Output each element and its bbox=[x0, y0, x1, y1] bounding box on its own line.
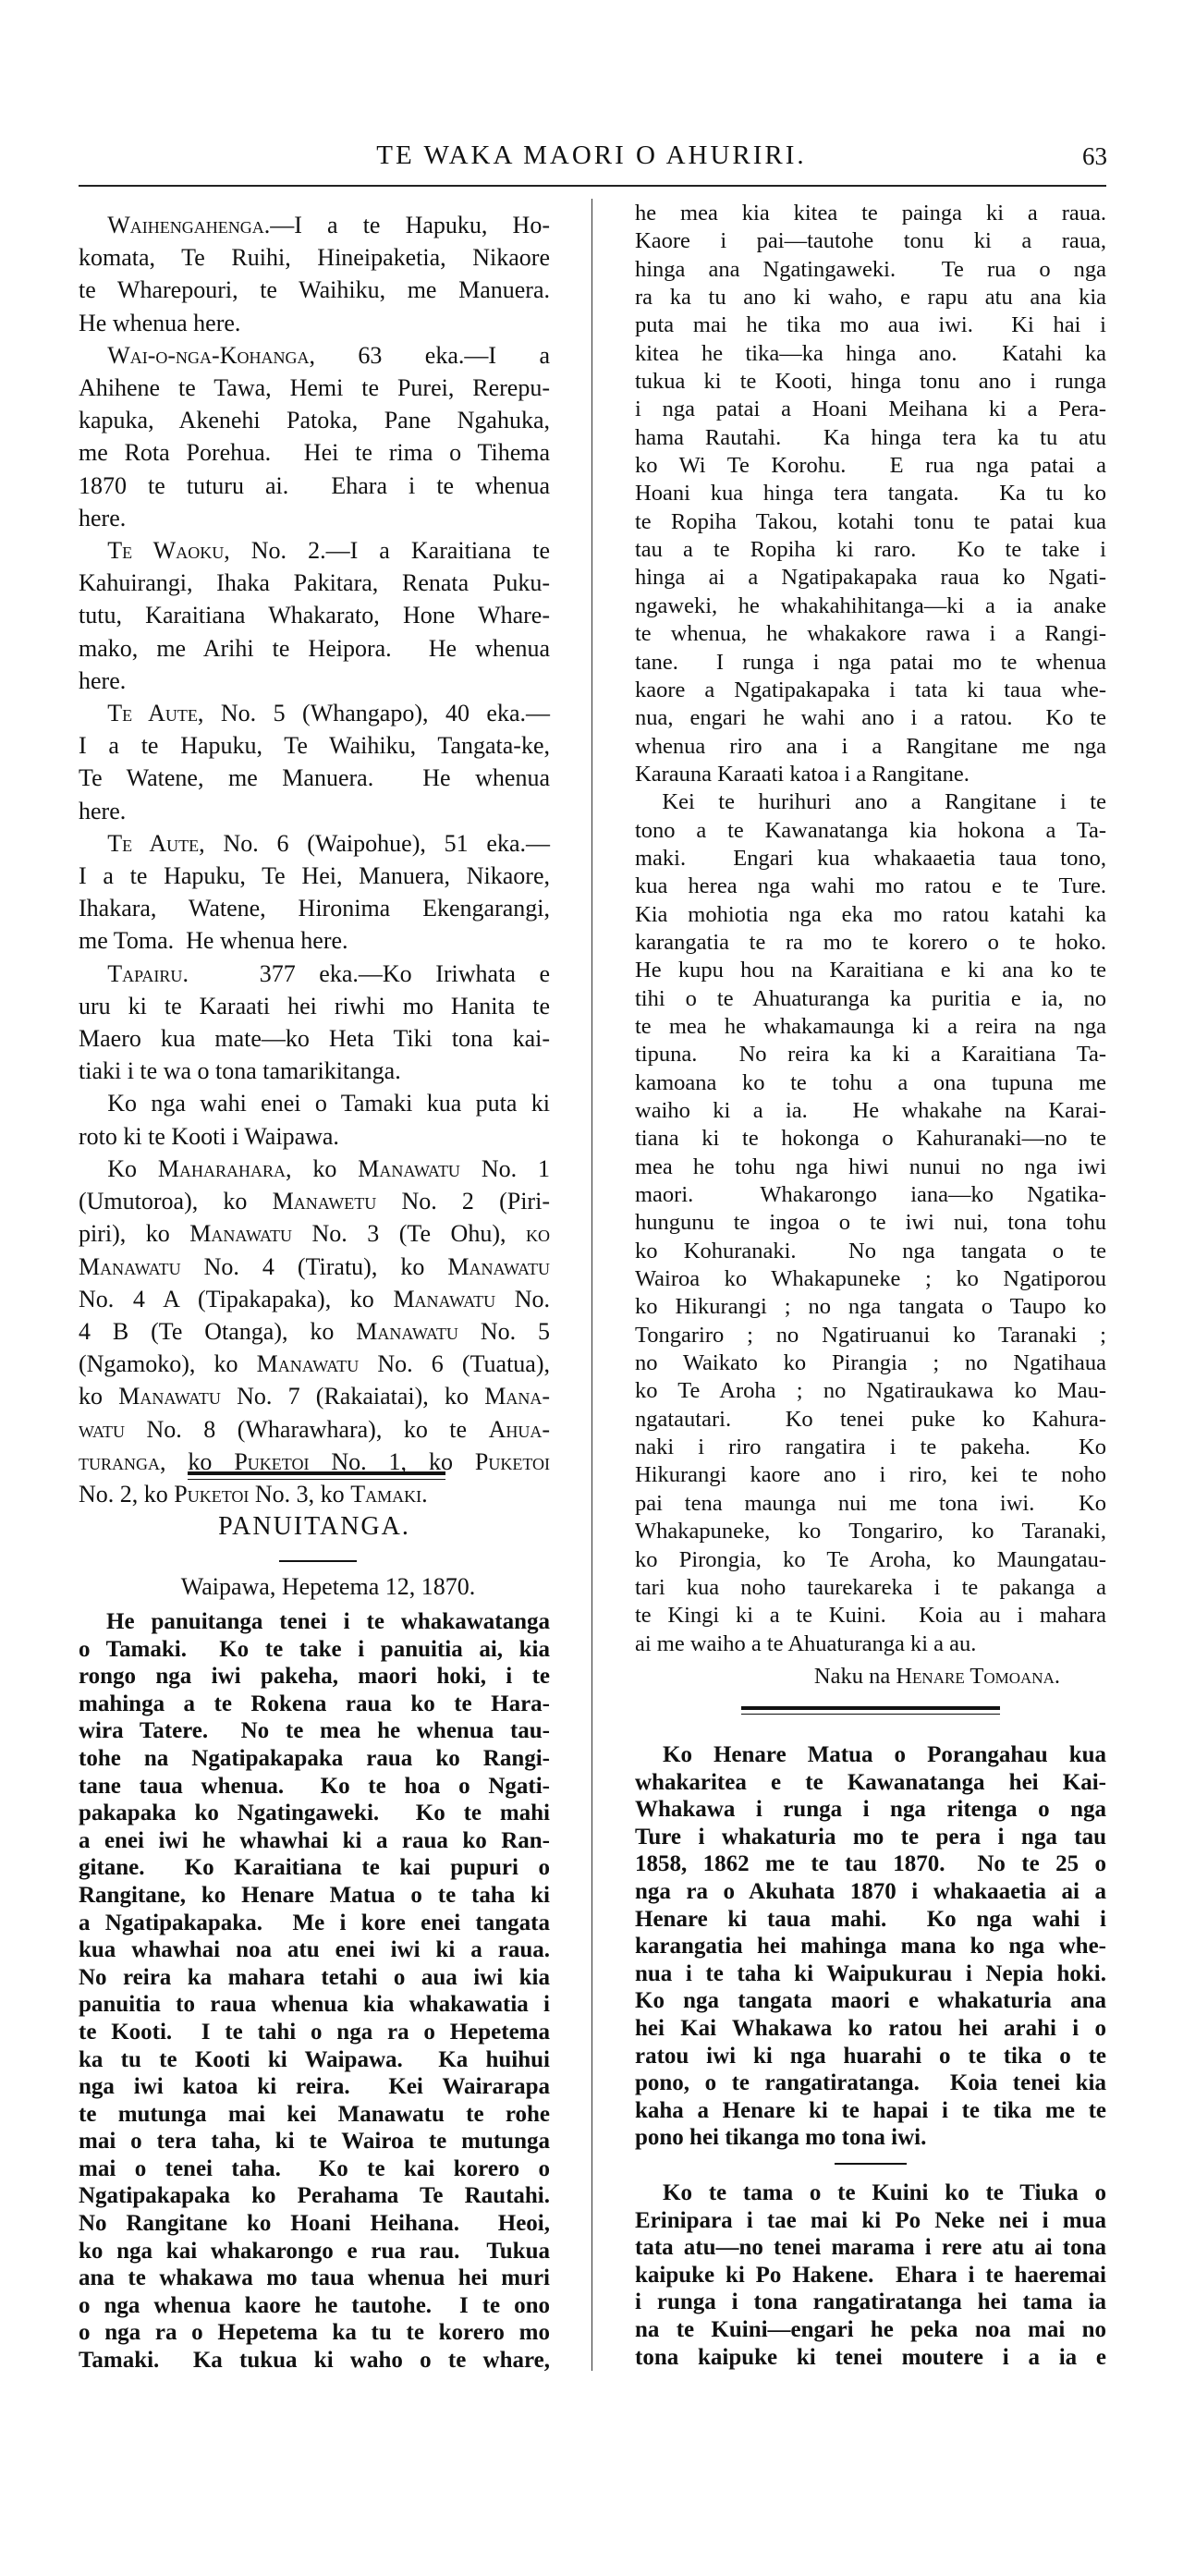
header-rule bbox=[79, 185, 1106, 187]
small-caps-name: Manawatu bbox=[358, 1154, 460, 1182]
text-line: hei Kai Whakawa ko ratou hei arahi i o bbox=[635, 2015, 1106, 2041]
small-caps-name: Manawatu bbox=[79, 1252, 181, 1280]
text-line: Waihengahenga.—I a te Hapuku, Ho- bbox=[107, 212, 550, 238]
text-line: te Kingi ki a te Kuini. Koia au i mahara bbox=[635, 1603, 1106, 1629]
text-line: mai o tera taha, ki te Wairoa te mutunga bbox=[79, 2129, 550, 2155]
small-caps-name: Waihengahenga bbox=[107, 212, 264, 238]
text-line: pono hei tikanga mo tona iwi. bbox=[635, 2125, 927, 2151]
text-line: (Umutoroa), ko Manawetu No. 2 (Piri- bbox=[79, 1188, 550, 1215]
text-line: ko Manawatu No. 7 (Rakaiatai), ko Mana- bbox=[79, 1383, 551, 1410]
text-line: Ture i whakaturia mo te pera i nga tau bbox=[635, 1824, 1106, 1850]
text-line: here. bbox=[79, 797, 127, 824]
text-line: Ko nga tangata maori e whakaturia ana bbox=[635, 1988, 1106, 2014]
text-line: o nga ra o Hepetema ka tu te korero mo bbox=[79, 2320, 550, 2346]
dateline: Waipawa, Hepetema 12, 1870. bbox=[180, 1573, 476, 1600]
small-caps-name: Te Aute bbox=[107, 700, 198, 727]
text-line: nga ra o Akuhata 1870 i whakaaetia ai a bbox=[635, 1878, 1106, 1904]
text-line: puta mai he tika mo aua iwi. Ki hai i bbox=[635, 312, 1106, 338]
small-caps-name: Te Aute bbox=[107, 829, 200, 857]
article-continuation bbox=[635, 200, 1106, 1658]
text-line: 1858, 1862 me te tau 1870. No te 25 o bbox=[635, 1851, 1106, 1877]
text-line: No Rangitane ko Hoani Heihana. Heoi, bbox=[79, 2211, 550, 2237]
text-line: kua whawhai noa atu enei iwi ki a raua. bbox=[79, 1937, 550, 1963]
small-caps-name: Manawatu bbox=[118, 1383, 221, 1410]
small-caps-name: Ahua- bbox=[488, 1415, 550, 1443]
text-line: I a te Hapuku, Te Waihiku, Tangata-ke, bbox=[79, 732, 550, 760]
text-line: tane. I runga i nga patai mo te whenua bbox=[635, 649, 1106, 675]
text-line: ko Kohuranaki. No nga tangata o te bbox=[635, 1238, 1106, 1264]
text-line: 1870 te tuturu ai. Ehara i te whenua bbox=[79, 471, 550, 499]
small-caps-name: Te Waoku bbox=[107, 537, 225, 565]
text-line: whakaritea e te Kawanatanga hei Kai- bbox=[635, 1769, 1106, 1795]
text-line: rongo nga iwi pakeha, maori hoki, i te bbox=[79, 1664, 550, 1690]
text-line: i nga patai a Hoani Meihana ki a Pera- bbox=[635, 397, 1106, 422]
text-line: wira Tatere. No te mea he whenua tau- bbox=[79, 1718, 550, 1744]
paragraph bbox=[79, 1087, 550, 1152]
small-caps-name: Puketoi bbox=[234, 1447, 310, 1475]
text-line: ai me waiho a te Ahuaturanga ki a au. bbox=[635, 1630, 977, 1656]
text-line: pai tena maunga nui me tona iwi. Ko bbox=[635, 1490, 1106, 1516]
small-caps-name: Manawatu bbox=[447, 1252, 550, 1280]
text-line: tau a te Ropiha ki raro. Ko te take i bbox=[635, 537, 1106, 563]
text-line: He whenua here. bbox=[79, 309, 241, 336]
small-caps-name: Puketoi bbox=[174, 1480, 250, 1508]
text-line: ko nga kai whakarongo e rua rau. Tukua bbox=[79, 2238, 550, 2264]
text-line: hungunu te ingoa o te iwi nui, tona tohu bbox=[635, 1210, 1106, 1236]
small-caps-name: Tamaki bbox=[350, 1480, 422, 1508]
text-line: ngatautari. Ko tenei puke ko Kahura- bbox=[635, 1406, 1106, 1432]
text-line: karangatia te ra mo te korero o te hoko. bbox=[635, 929, 1106, 955]
small-caps-name: Manawatu bbox=[189, 1220, 292, 1248]
text-line: (Ngamoko), ko Manawatu No. 6 (Tuatua), bbox=[79, 1350, 551, 1378]
text-line: No reira ka mahara tetahi o aua iwi kia bbox=[79, 1964, 550, 1990]
text-line: a enei iwi he whawhai ki a raua ko Ran- bbox=[79, 1827, 550, 1853]
text-line: tona kaipuke ki tenei moutere i a ia e bbox=[635, 2344, 1106, 2370]
separator-rule bbox=[835, 2163, 907, 2165]
text-line: ratou iwi ki nga huarahi o te tika o te bbox=[635, 2043, 1106, 2069]
paragraph bbox=[79, 827, 550, 958]
small-caps-name: Manawatu bbox=[393, 1285, 496, 1312]
text-line: Wairoa ko Whakapuneke ; ko Ngatiporou bbox=[635, 1266, 1106, 1292]
text-line: mako, me Arihi te Heipora. He whenua bbox=[79, 634, 550, 662]
signature-text: Naku na Henare Tomoana. bbox=[813, 1664, 1060, 1689]
paragraph bbox=[79, 1153, 550, 1510]
text-line: naki i riro rangatira i te pakeha. Ko bbox=[635, 1435, 1106, 1460]
text-line: Rangitane, ko Henare Matua o te taha ki bbox=[79, 1882, 550, 1908]
small-caps-name: Manawatu bbox=[356, 1317, 458, 1345]
text-line: watu No. 8 (Wharawhara), ko te Ahua- bbox=[79, 1415, 550, 1443]
text-line: tohe na Ngatipakapaka raua ko Rangi- bbox=[79, 1745, 550, 1771]
text-line: 4 B (Te Otanga), ko Manawatu No. 5 bbox=[79, 1317, 550, 1345]
panuitanga-article bbox=[79, 1608, 550, 2375]
text-line: Hikurangi kaore ano i riro, kei te noho bbox=[635, 1462, 1106, 1488]
paragraph bbox=[79, 209, 550, 339]
paragraph bbox=[635, 2179, 1106, 2371]
text-line: Ko Maharahara, ko Manawatu No. 1 bbox=[107, 1154, 550, 1182]
text-line: komata, Te Ruihi, Hineipaketia, Nikaore bbox=[79, 244, 550, 272]
text-line: a Ngatipakapaka. Me i kore enei tangata bbox=[79, 1910, 550, 1935]
text-line: o Tamaki. Ko te take i panuitia ai, kia bbox=[79, 1636, 550, 1662]
paragraph bbox=[79, 958, 550, 1088]
text-line: na te Kuini—engari he peka noa mai no bbox=[635, 2316, 1106, 2342]
text-line: Te Waoku, No. 2.—I a Karaitiana te bbox=[107, 537, 550, 565]
text-line: pono, o te rangatiratanga. Koia tenei kia bbox=[635, 2070, 1106, 2096]
paragraph bbox=[635, 788, 1106, 1658]
paragraph bbox=[79, 534, 550, 697]
land-list-column bbox=[79, 209, 550, 1510]
text-line: tutu, Karaitiana Whakarato, Hone Whare- bbox=[79, 602, 550, 629]
text-line: turanga, ko Puketoi No. 1, ko Puketoi bbox=[79, 1447, 551, 1475]
small-caps-name: Tapairu bbox=[107, 959, 183, 987]
text-line: o nga whenua kaore he tautohe. I te ono bbox=[79, 2292, 550, 2318]
text-line: gitane. Ko Karaitiana te kai pupuri o bbox=[79, 1855, 550, 1881]
text-line: kapuka, Akenehi Patoka, Pane Ngahuka, bbox=[79, 407, 550, 434]
text-line: mahinga a te Rokena raua ko te Hara- bbox=[79, 1691, 550, 1716]
text-line: he mea kia kitea te painga ki a raua. bbox=[635, 201, 1106, 226]
text-line: Tongariro ; no Ngatiruanui ko Taranaki ; bbox=[635, 1322, 1106, 1348]
text-line: piri), ko Manawatu No. 3 (Te Ohu), ko bbox=[79, 1220, 551, 1248]
text-line: waiho ki a ia. He whakahe na Karai- bbox=[635, 1098, 1106, 1123]
text-line: Te Aute, No. 5 (Whangapo), 40 eka.— bbox=[107, 700, 550, 727]
text-line: whenua riro ana i a Rangitane me nga bbox=[635, 733, 1106, 759]
text-line: ngaweki, he whakahihitanga—ki a ia anake bbox=[635, 592, 1106, 618]
text-line: kitea he tika—ka hinga ano. Katahi ka bbox=[635, 340, 1106, 366]
text-line: I a te Hapuku, Te Hei, Manuera, Nikaore, bbox=[79, 862, 550, 890]
text-line: Whakapuneke, ko Tongariro, ko Taranaki, bbox=[635, 1519, 1106, 1544]
section-rule bbox=[188, 1479, 445, 1480]
small-caps-name: Mana- bbox=[484, 1383, 551, 1410]
section-rule bbox=[741, 1706, 1000, 1710]
text-line: Wai-o-nga-Kohanga, 63 eka.—I a bbox=[107, 341, 550, 369]
text-line: tono a te Kawanatanga kia hokona a Ta- bbox=[635, 817, 1106, 843]
text-line: tihi o te Ahuaturanga ka puritia e ia, no bbox=[635, 985, 1106, 1011]
text-line: Whakawa i runga i nga ritenga o nga bbox=[635, 1797, 1106, 1823]
paragraph bbox=[79, 1608, 550, 2375]
text-line: te Ropiha Takou, kotahi tonu te patai kua bbox=[635, 508, 1106, 534]
text-line: Te Aute, No. 6 (Waipohue), 51 eka.— bbox=[107, 829, 550, 857]
text-line: nga iwi katoa ki reira. Kei Wairarapa bbox=[79, 2074, 550, 2100]
page-number: 63 bbox=[1082, 142, 1107, 170]
text-line: no Waikato ko Pirangia ; no Ngatihaua bbox=[635, 1350, 1106, 1376]
text-line: Ihakara, Watene, Hironima Ekengarangi, bbox=[79, 895, 550, 922]
heading-rule bbox=[279, 1560, 357, 1562]
running-header-title: TE WAKA MAORI O AHURIRI. bbox=[376, 140, 807, 170]
text-line: tipuna. No reira ka ki a Karaitiana Ta- bbox=[635, 1042, 1106, 1068]
text-line: Kia mohiotia nga eka mo ratou katahi ka bbox=[635, 901, 1106, 927]
small-caps-name: Wai-o-nga-Kohanga bbox=[107, 341, 310, 369]
paragraph bbox=[79, 339, 550, 534]
text-line: ko Pirongia, ko Te Aroha, ko Maungatau- bbox=[635, 1546, 1106, 1572]
text-line: Tapairu. 377 eka.—Ko Iriwhata e bbox=[107, 959, 550, 987]
text-line: mai o tenei taha. Ko te kai korero o bbox=[79, 2155, 550, 2181]
text-line: karangatia hei mahinga mana ko nga whe- bbox=[635, 1934, 1106, 1959]
text-line: te whenua, he whakakore rawa i a Rangi- bbox=[635, 621, 1106, 647]
text-line: kaipuke ki Po Hakene. Ehara i te haeremai bbox=[635, 2262, 1106, 2288]
section-rule bbox=[188, 1471, 445, 1475]
text-line: Te Watene, me Manuera. He whenua bbox=[79, 764, 550, 792]
text-line: tari kua noho taurekareka i te pakanga a bbox=[635, 1574, 1106, 1600]
text-line: ka tu te Kooti ki Waipawa. Ka huihui bbox=[79, 2046, 550, 2072]
text-line: te Kooti. I te tahi o nga ra o Hepetema bbox=[79, 2019, 550, 2045]
small-caps-name: ko bbox=[526, 1220, 551, 1248]
text-line: No. 4 A (Tipakapaka), ko Manawatu No. bbox=[79, 1285, 551, 1312]
small-caps-name: turanga bbox=[79, 1447, 160, 1475]
text-line: hinga ai a Ngatipakapaka raua ko Ngati- bbox=[635, 565, 1106, 591]
section-rule bbox=[741, 1714, 1000, 1715]
text-line: Maero kua mate—ko Heta Tiki tona kai- bbox=[79, 1025, 550, 1053]
text-line: te mutunga mai kei Manawatu te rohe bbox=[79, 2101, 550, 2127]
text-line: kaore a Ngatipakapaka i tata ki taua whe- bbox=[635, 677, 1106, 702]
text-line: tukua ki te Kooti, hinga tonu ano i runga bbox=[635, 369, 1106, 395]
text-line: ana te whakawa mo taua whenua hei muri bbox=[79, 2265, 550, 2291]
section-heading: PANUITANGA. bbox=[218, 1512, 410, 1541]
text-line: ko Hikurangi ; no nga tangata o Taupo ko bbox=[635, 1294, 1106, 1320]
text-line: kua herea nga wahi mo ratou e te Ture. bbox=[635, 873, 1106, 899]
text-line: He panuitanga tenei i te whakawatanga bbox=[106, 1609, 550, 1634]
small-caps-name: Manawetu bbox=[272, 1188, 377, 1215]
text-line: uru ki te Karaati hei riwhi mo Hanita te bbox=[79, 992, 550, 1019]
text-line: i runga i tona rangatiratanga hei tama ia bbox=[635, 2289, 1106, 2315]
text-line: Ko Henare Matua o Porangahau kua bbox=[663, 1742, 1106, 1767]
text-line: ko Te Aroha ; no Ngatiraukawa ko Mau- bbox=[635, 1378, 1106, 1404]
text-line: kaha a Henare ki te hapai i te tika me te bbox=[635, 2097, 1106, 2123]
text-line: me Rota Porehua. Hei te rima o Tihema bbox=[79, 439, 550, 467]
text-line: me Toma. He whenua here. bbox=[79, 927, 348, 955]
text-line: Ko te tama o te Kuini ko te Tiuka o bbox=[663, 2180, 1106, 2205]
text-line: here. bbox=[79, 504, 127, 531]
text-line: Ahihene te Tawa, Hemi te Purei, Rerepu- bbox=[79, 374, 550, 402]
text-line: te mea he whakamaunga ki a reira na nga bbox=[635, 1013, 1106, 1039]
text-line: pakapaka ko Ngatingaweki. Ko te mahi bbox=[79, 1801, 550, 1826]
text-line: te Wharepouri, te Waihiku, me Manuera. bbox=[79, 276, 550, 304]
paragraph bbox=[635, 200, 1106, 788]
text-line: Kei te hurihuri ano a Rangitane i te bbox=[662, 789, 1106, 815]
text-line: tiana ki te hokonga o Kahuranaki—no te bbox=[635, 1126, 1106, 1152]
text-line: Kahuirangi, Ihaka Pakitara, Renata Puku- bbox=[79, 569, 550, 597]
text-line: tane taua whenua. Ko te hoa o Ngati- bbox=[79, 1773, 550, 1799]
text-line: Hoani kua hinga tera tangata. Ka tu ko bbox=[635, 481, 1106, 507]
text-line: Henare ki taua mahi. Ko nga wahi i bbox=[635, 1906, 1106, 1932]
text-line: panuitia to raua whenua kia whakawatia i bbox=[79, 1992, 550, 2018]
text-line: Ko nga wahi enei o Tamaki kua puta ki bbox=[107, 1090, 550, 1117]
text-line: Manawatu No. 4 (Tiratu), ko Manawatu bbox=[79, 1252, 550, 1280]
text-line: ra ka tu ano ki waho, e rapu atu ana kia bbox=[635, 285, 1106, 311]
text-line: maki. Engari kua whakaaetia taua tono, bbox=[635, 845, 1106, 871]
text-line: nua i te taha ki Waipukurau i Nepia hoki. bbox=[635, 1960, 1106, 1986]
henare-matua-notice bbox=[635, 1741, 1106, 2152]
small-caps-name: Henare Tomoana bbox=[896, 1664, 1055, 1689]
text-line: Erinipara i tae mai ki Po Neke nei i mua bbox=[635, 2207, 1106, 2233]
text-line: hama Rautahi. Ka hinga tera ka tu atu bbox=[635, 424, 1106, 450]
text-line: tiaki i te wa o tona tamarikitanga. bbox=[79, 1057, 401, 1085]
text-line: nua, engari he wahi ano i a ratou. Ko te bbox=[635, 705, 1106, 731]
text-line: He kupu hou na Karaitiana e ki ana ko te bbox=[635, 958, 1106, 983]
text-line: here. bbox=[79, 666, 127, 694]
text-line: No. 2, ko Puketoi No. 3, ko Tamaki. bbox=[79, 1480, 428, 1508]
text-line: mea he tohu nga hiwi nunui no nga iwi bbox=[635, 1154, 1106, 1179]
paragraph bbox=[635, 1741, 1106, 2152]
duke-of-edinburgh-notice bbox=[635, 2179, 1106, 2371]
text-line: hinga ana Ngatingaweki. Te rua o nga bbox=[635, 256, 1106, 282]
text-line: Tamaki. Ka tukua ki waho o te whare, bbox=[79, 2348, 550, 2374]
text-line: tata atu—no tenei marama i rere atu ai tona bbox=[635, 2235, 1106, 2261]
signature bbox=[635, 1664, 1106, 1690]
text-line: ko Wi Te Korohu. E rua nga patai a bbox=[635, 453, 1106, 479]
small-caps-name: Puketoi bbox=[474, 1447, 551, 1475]
text-line: roto ki te Kooti i Waipawa. bbox=[79, 1122, 339, 1150]
text-line: Kaore i pai—tautohe tonu ki a raua, bbox=[635, 228, 1106, 254]
text-line: maori. Whakarongo iana—ko Ngatika- bbox=[635, 1182, 1106, 1208]
small-caps-name: Manawatu bbox=[256, 1350, 360, 1378]
small-caps-name: watu bbox=[79, 1415, 125, 1443]
text-line: Karauna Karaati katoa i a Rangitane. bbox=[635, 761, 970, 787]
small-caps-name: Maharahara bbox=[157, 1154, 286, 1182]
text-line: Ngatipakapaka ko Perahama Te Rautahi. bbox=[79, 2183, 550, 2209]
text-line: kamoana ko te tohu a ona tupuna me bbox=[635, 1069, 1106, 1095]
paragraph bbox=[79, 697, 550, 827]
